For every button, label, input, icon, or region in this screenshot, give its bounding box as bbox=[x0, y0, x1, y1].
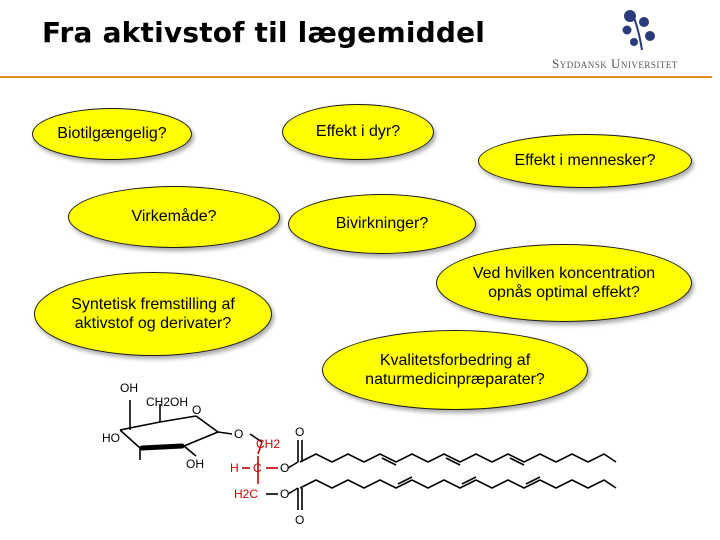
label-o-ester1: O bbox=[280, 461, 290, 475]
label-o-ester2-dbl: O bbox=[295, 513, 305, 527]
bubble-effekt-dyr: Effekt i dyr? bbox=[282, 104, 434, 160]
label-ho-left: HO bbox=[102, 431, 120, 445]
bubble-koncentration: Ved hvilken koncentration opnås optimal effekt? bbox=[436, 244, 692, 322]
bubble-kvalitet: Kvalitetsforbedring af naturmedicinpræparater? bbox=[322, 330, 588, 410]
bubble-effekt-mennesker: Effekt i mennesker? bbox=[478, 134, 692, 188]
university-logo-text: Syddansk Universitet bbox=[552, 56, 678, 71]
university-logo-icon bbox=[616, 8, 662, 52]
label-o-link: O bbox=[234, 427, 244, 441]
molecule-structure bbox=[100, 372, 620, 536]
label-o-ester2: O bbox=[280, 487, 290, 501]
label-ch2oh: CH2OH bbox=[146, 395, 189, 409]
bubble-biotilgaengelig: Biotilgængelig? bbox=[32, 108, 192, 160]
title-divider bbox=[0, 76, 712, 78]
label-h: H bbox=[230, 461, 239, 475]
label-o-ring: O bbox=[192, 403, 202, 417]
slide-title: Fra aktivstof til lægemiddel bbox=[42, 16, 486, 49]
label-c-mid: C bbox=[253, 461, 262, 475]
label-oh-top: OH bbox=[120, 381, 138, 395]
bubble-bivirkninger: Bivirkninger? bbox=[288, 194, 476, 254]
label-ch2-top: CH2 bbox=[256, 437, 281, 451]
bubble-syntetisk: Syntetisk fremstilling af aktivstof og derivater? bbox=[34, 272, 272, 356]
label-oh-bottom: OH bbox=[186, 457, 204, 471]
bubble-virkemaade: Virkemåde? bbox=[68, 186, 280, 248]
label-h2c: H2C bbox=[234, 487, 259, 501]
label-o-ester1-dbl: O bbox=[295, 425, 305, 439]
